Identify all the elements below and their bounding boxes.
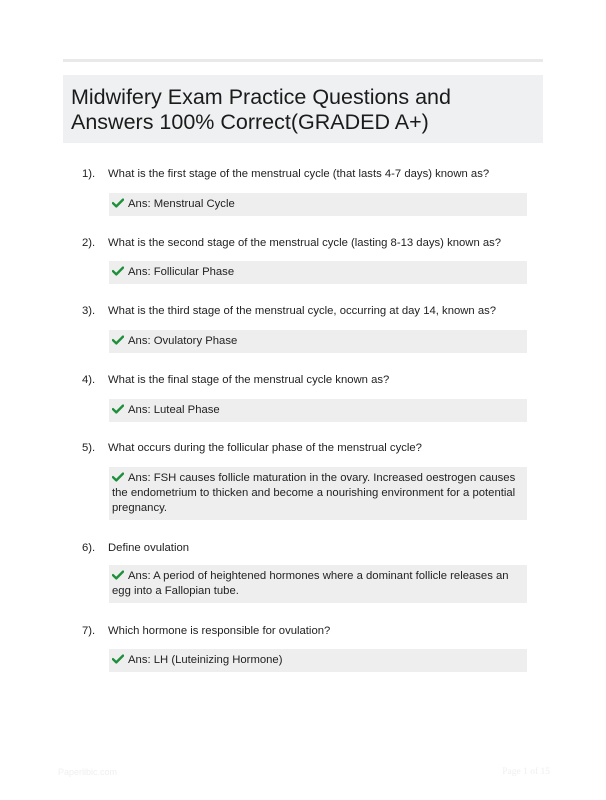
answer-box: [109, 649, 527, 672]
question-number: 3).: [82, 305, 96, 317]
question-number: 7).: [82, 625, 96, 637]
check-icon: [112, 654, 124, 664]
check-icon: [112, 335, 124, 345]
question-number: 5).: [82, 442, 96, 454]
question-text: What is the third stage of the menstrual cycle, occurring at day 14, known as?: [108, 305, 497, 317]
answer-text: Ans: Follicular Phase: [128, 266, 235, 278]
question-text: Define ovulation: [108, 542, 190, 554]
page-number: Page 1 of 15: [502, 767, 550, 777]
answer-box: [109, 565, 527, 603]
question-number: 1).: [82, 168, 96, 180]
question-number: 4).: [82, 374, 96, 386]
question-number: 2).: [82, 237, 96, 249]
question-text: What is the first stage of the menstrual cycle (that lasts 4-7 days) known as?: [108, 168, 490, 180]
check-icon: [112, 404, 124, 414]
question-text: Which hormone is responsible for ovulation?: [108, 625, 331, 637]
answer-box: [109, 467, 527, 520]
answer-box: [109, 399, 527, 422]
check-icon: [112, 570, 124, 580]
question-text: What occurs during the follicular phase of the menstrual cycle?: [108, 442, 422, 454]
check-icon: [112, 266, 124, 276]
question-text: What is the second stage of the menstrual cycle (lasting 8-13 days) known as?: [108, 237, 502, 249]
title-box: [63, 75, 543, 143]
answer-text: Ans: Luteal Phase: [128, 404, 220, 416]
answer-text: Ans: Ovulatory Phase: [128, 335, 238, 347]
answer-box: [109, 261, 527, 284]
answer-text: Ans: FSH causes follicle maturation in the ovary. Increased oestrogen causes the endometrium to thicken and become a nourishing environment for a potential pregnancy.: [112, 472, 516, 514]
answer-box: [109, 330, 527, 353]
answer-text: Ans: Menstrual Cycle: [128, 198, 235, 210]
top-rule: [63, 59, 543, 62]
footer-watermark: Paperlibic.com: [58, 767, 118, 777]
answer-text: Ans: LH (Luteinizing Hormone): [128, 654, 283, 666]
check-icon: [112, 472, 124, 482]
answer-box: [109, 193, 527, 216]
question-number: 6).: [82, 542, 96, 554]
question-text: What is the final stage of the menstrual cycle known as?: [108, 374, 390, 386]
page-title: Midwifery Exam Practice Questions and Answers 100% Correct(GRADED A+): [71, 85, 451, 134]
answer-text: Ans: A period of heightened hormones where a dominant follicle releases an egg into a Fallopian tube.: [112, 570, 509, 597]
check-icon: [112, 198, 124, 208]
